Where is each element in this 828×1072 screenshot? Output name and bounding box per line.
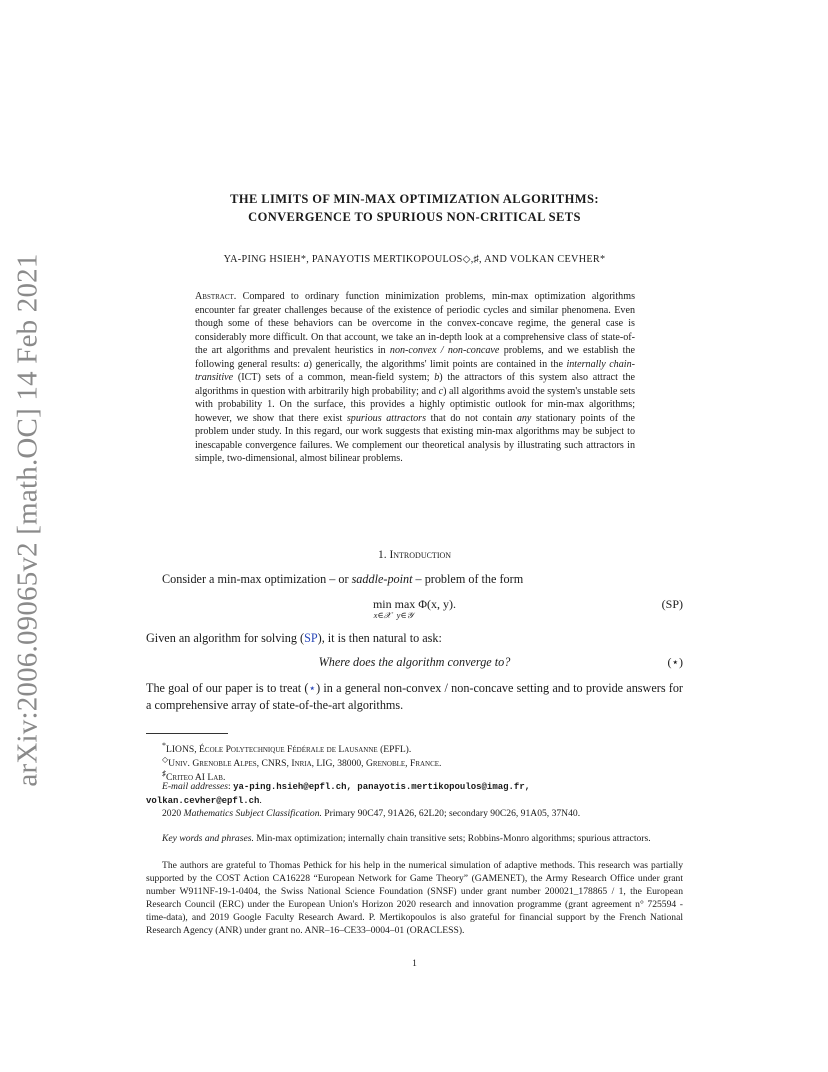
eq-max-subscript: y∈𝒴	[396, 610, 414, 620]
abstract-text: (ICT) sets of a common, mean-field system;	[233, 372, 435, 383]
eq-objective: Φ(x, y).	[418, 597, 457, 611]
intro-text: ), it is then natural to ask:	[317, 631, 442, 645]
intro-paragraph-2	[146, 630, 683, 647]
eq-min-operator	[373, 597, 392, 627]
paper-title-line-1: THE LIMITS OF MIN-MAX OPTIMIZATION ALGORITHMS:	[230, 192, 599, 206]
msc-label: Mathematics Subject Classification.	[183, 808, 322, 819]
abstract-text: stationary points of the problem under study. In this regard, our work suggests that existing min-max algorithms may be subject to inescapable convergence failures. We complement our theoretical analysis by illustrating such attractors in simple, two-dimensional, almost bilinear problems.	[195, 412, 635, 464]
email-label: E-mail addresses	[162, 781, 228, 792]
footnote-msc	[146, 807, 683, 820]
keywords-text: Min-max optimization; internally chain transitive sets; Robbins-Monro algorithms; spurious attractors.	[253, 833, 651, 844]
question-reference-link[interactable]: ⋆	[308, 681, 317, 695]
footnote-mark: *	[162, 741, 166, 750]
keywords-label: Key words and phrases.	[162, 833, 254, 844]
abstract-emphasis: a	[303, 358, 309, 370]
abstract-emphasis: any	[516, 412, 532, 424]
intro-text: ) in a general non-convex / non-concave setting and to provide answers for a comprehensive array of state-of-the-art algorithms.	[146, 681, 683, 712]
section-title: Introduction	[389, 549, 452, 561]
affiliation: LIONS, École Polytechnique Fédérale de Lausanne (EPFL).	[166, 744, 412, 756]
abstract-emphasis: b	[434, 372, 440, 383]
footnote-rule	[146, 733, 228, 734]
affiliation: Criteo AI Lab.	[166, 772, 226, 784]
intro-emphasis: saddle-point	[351, 572, 413, 586]
page-number: 1	[412, 959, 417, 969]
abstract	[195, 290, 635, 466]
abstract-label: Abstract.	[195, 291, 237, 302]
abstract-emphasis: c	[438, 385, 444, 397]
abstract-text: ) all algorithms avoid the system's unstable sets with probability 1. On the surface, this provides a highly optimistic outlook for min-max algorithms; however, we show that there exist	[195, 385, 635, 424]
question-text: Where does the algorithm converge to?	[318, 655, 511, 669]
intro-paragraph-1	[162, 571, 683, 588]
abstract-text: that do not contain	[426, 412, 517, 424]
intro-text: Given an algorithm for solving (	[146, 631, 305, 645]
eq-max: max	[394, 597, 416, 611]
arxiv-identifier: arXiv:2006.09065v2 [math.OC] 14 Feb 2021	[11, 253, 44, 787]
msc-text: Primary 90C47, 91A26, 62L20; secondary 90C26, 91A05, 37N40.	[321, 808, 581, 819]
abstract-emphasis: internally chain-transitive	[195, 358, 635, 383]
eq-max-operator	[395, 597, 416, 627]
abstract-text: ) the attractors of this system also attract the algorithms in question with arbitrarily high probability; and	[195, 372, 635, 397]
intro-text: The goal of our paper is to treat (	[146, 681, 309, 695]
abstract-emphasis: non-convex / non-concave	[389, 345, 500, 356]
msc-year: 2020	[162, 808, 182, 819]
email-address[interactable]: volkan.cevher@epfl.ch	[146, 796, 260, 806]
author-list: YA-PING HSIEH*, PANAYOTIS MERTIKOPOULOS◇,♯, AND VOLKAN CEVHER*	[223, 254, 606, 265]
section-number: 1.	[377, 549, 387, 561]
footnote-mark: ◇	[162, 755, 169, 764]
section-heading	[146, 549, 683, 561]
footnote-acknowledgments: The authors are grateful to Thomas Pethick for his help in the numerical simulation of adaptive methods. This research was partially supported by the COST Action CA16228 “European Network for Game Theory” (GAMENET), the Army Research Office under grant number W911NF-19-1-0404, the Swiss National Science Foundation (SNSF) under grant number 200021_178865 / 1, the European Research Council (ERC) under the European Union's Horizon 2020 research and innovation programme (grant agreement n° 725594 - time-data), and 2019 Google Faculty Research Award. P. Mertikopoulos is also grateful for financial support by the French National Research Agency (ANR) under grant no. ANR–16–CE33–0004–01 (ORACLESS).	[146, 860, 683, 936]
intro-text: Consider a min-max optimization – or	[162, 572, 352, 586]
research-question	[146, 654, 683, 671]
paper-title-line-2: CONVERGENCE TO SPURIOUS NON-CRITICAL SETS	[248, 210, 581, 224]
eq-min-subscript: x∈𝒳	[373, 610, 391, 620]
arxiv-stamp	[6, 253, 50, 787]
intro-text: – problem of the form	[412, 572, 524, 586]
abstract-text: Compared to ordinary function minimization problems, min-max optimization algorithms encounter far greater challenges because of the existence of periodic cycles and similar phenomena. Even though some of these behaviors can be overcome in the convex-concave regime, the general case is considerably more difficult. On that account, we take an in-depth look at a comprehensive class of state-of-the art algorithms and prevalent heuristics in	[195, 291, 635, 356]
abstract-text: ) generically, the algorithms' limit points are contained in the	[308, 358, 567, 370]
intro-paragraph-3	[146, 680, 683, 714]
email-addresses[interactable]: ya-ping.hsieh@epfl.ch, panayotis.mertikopoulos@imag.fr,	[233, 782, 531, 792]
eq-min: min	[372, 597, 392, 611]
equation-tag: (SP)	[661, 597, 683, 611]
affiliation: Univ. Grenoble Alpes, CNRS, Inria, LIG, 38000, Grenoble, France.	[168, 758, 442, 770]
question-tag: (⋆)	[667, 655, 683, 669]
abstract-text: problems, and we establish the following general results:	[195, 345, 635, 370]
abstract-emphasis: spurious attractors	[346, 412, 427, 424]
equation-sp	[146, 597, 683, 627]
equation-reference-link[interactable]: SP	[304, 631, 318, 645]
footnote-keywords	[146, 832, 683, 845]
footnote-emails: E-mail addresses: ya-ping.hsieh@epfl.ch, panayotis.mertikopoulos@imag.fr, volkan.cevher@epfl.ch.	[146, 781, 531, 806]
footnote-mark: ♯	[162, 769, 166, 778]
